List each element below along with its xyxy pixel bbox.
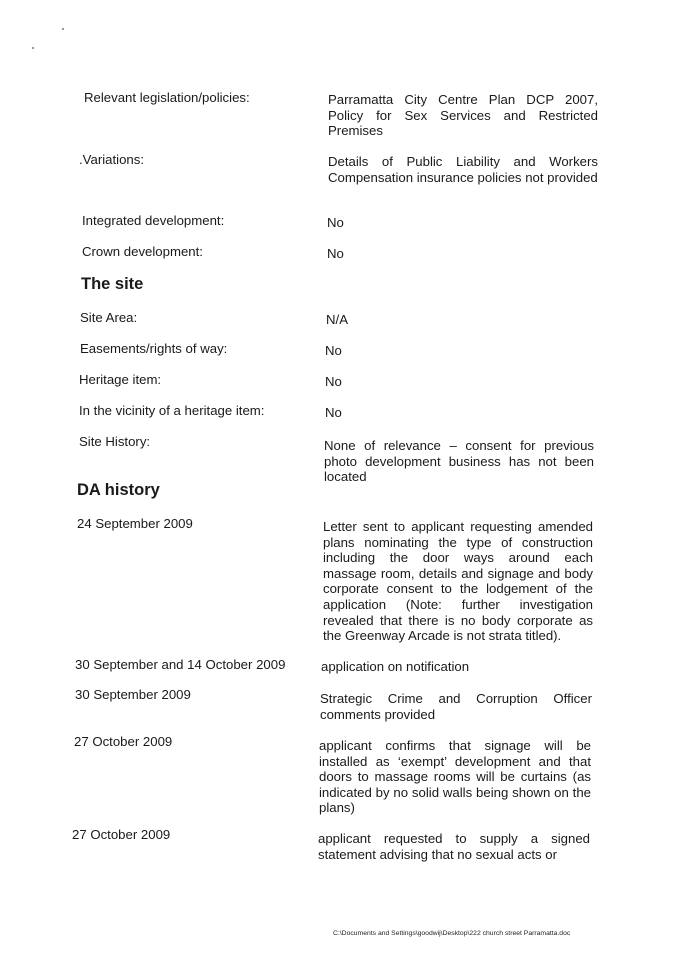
field-label: .Variations:: [79, 152, 144, 167]
field-value: No: [327, 246, 344, 261]
scan-speck: [32, 47, 34, 49]
section-heading-da-history: DA history: [77, 481, 160, 499]
history-date: 24 September 2009: [77, 516, 193, 531]
history-text: Strategic Crime and Corruption Officer comments provided: [320, 691, 592, 722]
field-label: Site History:: [79, 434, 151, 449]
history-text: Letter sent to applicant requesting amended plans nominating the type of construction including the door ways around each massage room, details and signage and body corporate consent to the lodgement of the application (Note: further investigation revealed that there is no body corporate as the Greenway Arcade is not strata titled).: [323, 519, 593, 644]
field-value: Parramatta City Centre Plan DCP 2007, Policy for Sex Services and Restricted Premises: [328, 92, 598, 139]
field-label: Crown development:: [82, 244, 203, 259]
field-value: Details of Public Liability and Workers Compensation insurance policies not provided: [328, 154, 598, 185]
history-date: 30 September and 14 October 2009: [75, 657, 286, 672]
field-value: None of relevance – consent for previous photo development business has not been located: [324, 438, 594, 485]
field-label: Site Area:: [80, 310, 138, 325]
field-value: No: [325, 405, 342, 420]
field-value: No: [325, 343, 342, 358]
field-label: Relevant legislation/policies:: [84, 90, 250, 105]
field-label: Integrated development:: [82, 213, 225, 228]
history-date: 30 September 2009: [75, 687, 191, 702]
section-heading-site: The site: [81, 275, 144, 293]
field-value: No: [327, 215, 344, 230]
footer-file-path: C:\Documents and Settings\goodwij\Desktop\222 church street Parramatta.doc: [333, 930, 571, 937]
history-date: 27 October 2009: [72, 827, 171, 842]
history-date: 27 October 2009: [74, 734, 173, 749]
field-label: Easements/rights of way:: [80, 341, 228, 356]
history-text: applicant requested to supply a signed statement advising that no sexual acts or: [318, 831, 590, 862]
history-text: applicant confirms that signage will be installed as ‘exempt’ development and that doors to massage rooms will be curtains (as indicated by no solid walls being shown on the plans): [319, 738, 591, 816]
field-value: N/A: [326, 312, 348, 327]
field-label: Heritage item:: [79, 372, 162, 387]
field-label: In the vicinity of a heritage item:: [79, 403, 265, 418]
scan-speck: [62, 28, 64, 30]
history-text: application on notification: [321, 659, 470, 674]
field-value: No: [325, 374, 342, 389]
